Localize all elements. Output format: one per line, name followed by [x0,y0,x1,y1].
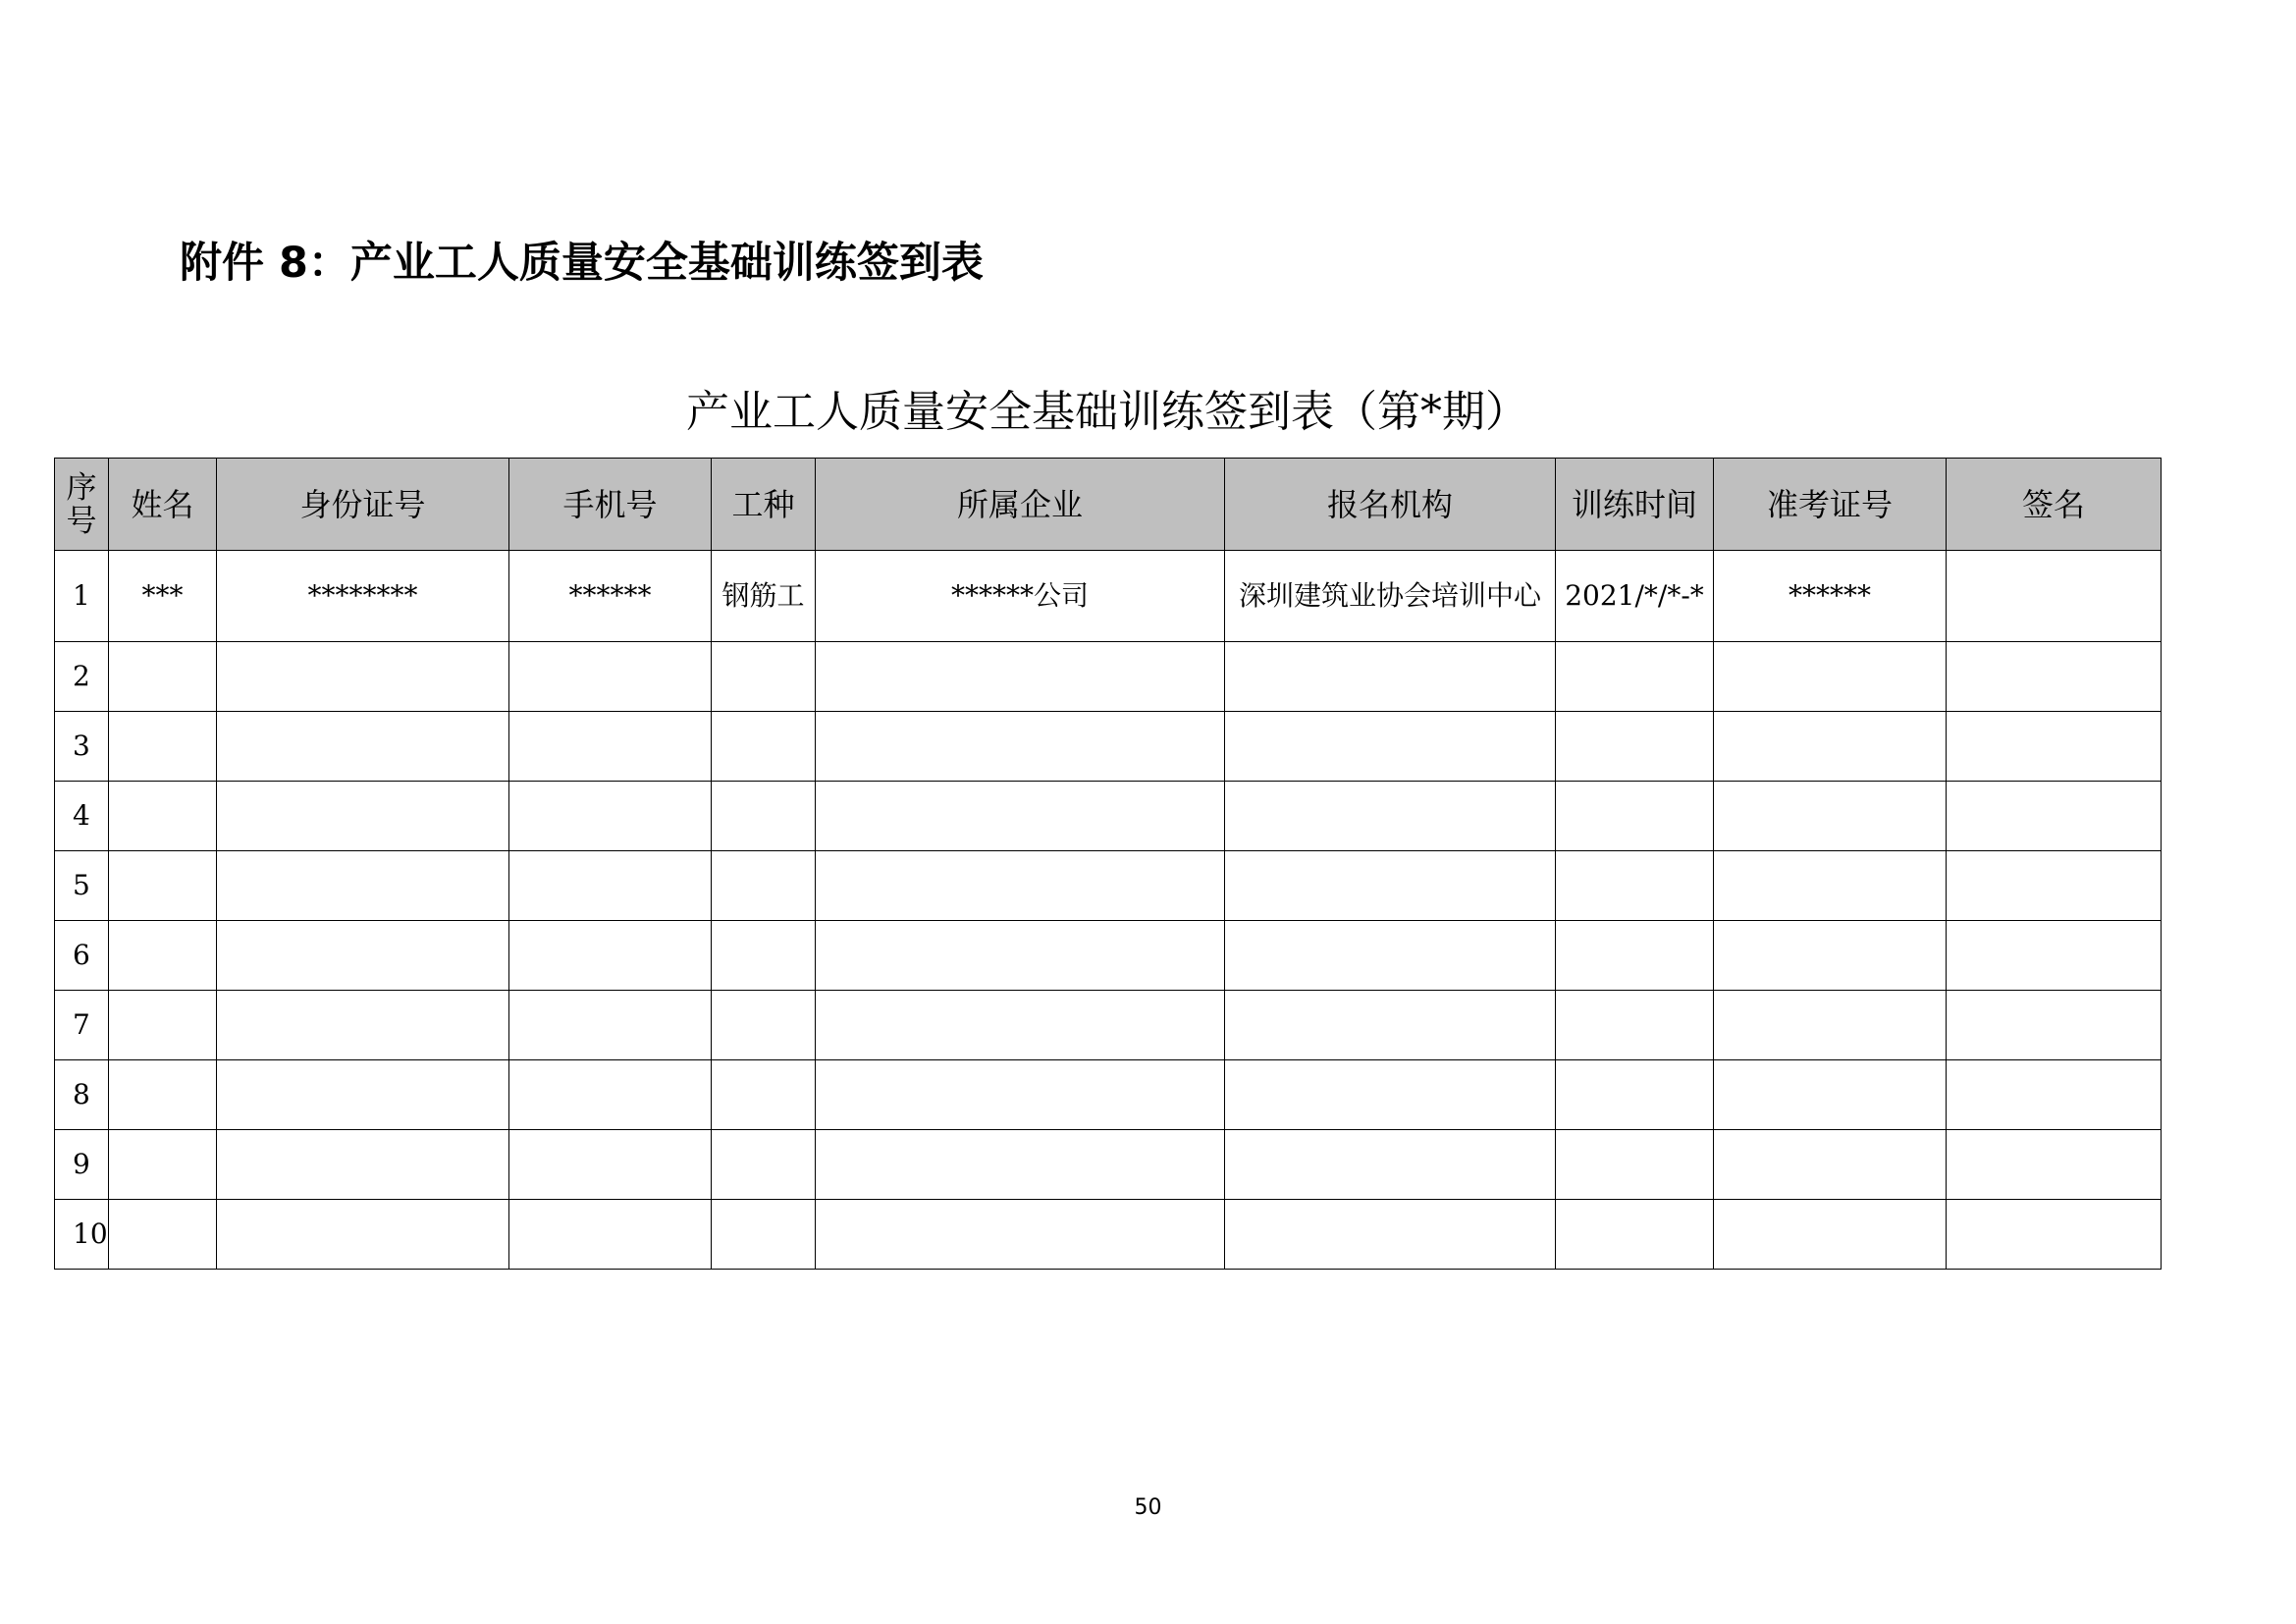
cell-trade [712,782,816,851]
col-header-org: 报名机构 [1225,459,1556,551]
cell-id-number [217,1130,509,1200]
cell-trade [712,921,816,991]
cell-time [1556,1130,1714,1200]
table-row [55,991,2162,1060]
cell-company [816,1200,1225,1270]
col-header-id-number: 身份证号 [217,459,509,551]
cell-company [816,1060,1225,1130]
cell-signature[interactable] [1947,921,2162,991]
col-header-company: 所属企业 [816,459,1225,551]
cell-cert [1714,921,1947,991]
cell-seq: 2 [55,642,109,712]
cell-signature[interactable] [1947,551,2162,642]
cell-id-number [217,991,509,1060]
cell-seq: 5 [55,851,109,921]
cell-phone [509,1060,712,1130]
cell-seq: 3 [55,712,109,782]
cell-id-number [217,1060,509,1130]
cell-id-number [217,1200,509,1270]
col-header-name: 姓名 [109,459,217,551]
cell-signature[interactable] [1947,1130,2162,1200]
cell-id-number: ******** [217,551,509,642]
header-row [55,459,2162,551]
cell-name [109,782,217,851]
cell-org [1225,1130,1556,1200]
cell-seq: 6 [55,921,109,991]
table-row [55,1200,2162,1270]
cell-phone [509,991,712,1060]
cell-cert [1714,851,1947,921]
cell-trade [712,1200,816,1270]
cell-company [816,642,1225,712]
cell-time [1556,991,1714,1060]
form-title: 产业工人质量安全基础训练签到表（第*期） [686,387,1528,437]
table-row [55,782,2162,851]
col-header-trade: 工种 [712,459,816,551]
cell-id-number [217,642,509,712]
cell-phone [509,921,712,991]
cell-org [1225,712,1556,782]
cell-time: 2021/*/*-* [1556,551,1714,642]
cell-cert [1714,782,1947,851]
cell-phone [509,642,712,712]
cell-trade [712,642,816,712]
cell-phone [509,1130,712,1200]
cell-cert [1714,1200,1947,1270]
table-row [55,1130,2162,1200]
cell-phone [509,712,712,782]
cell-company: ******公司 [816,551,1225,642]
table-row [55,642,2162,712]
cell-seq: 9 [55,1130,109,1200]
cell-name [109,712,217,782]
cell-seq: 8 [55,1060,109,1130]
cell-phone [509,1200,712,1270]
cell-phone [509,851,712,921]
cell-org [1225,642,1556,712]
table-row [55,1060,2162,1130]
cell-company [816,921,1225,991]
cell-time [1556,1200,1714,1270]
cell-cert [1714,1130,1947,1200]
cell-seq: 1 [55,551,109,642]
table-row [55,851,2162,921]
cell-signature[interactable] [1947,991,2162,1060]
table-row [55,551,2162,642]
cell-time [1556,712,1714,782]
table-body [55,551,2162,1270]
cell-org [1225,851,1556,921]
cell-org [1225,782,1556,851]
cell-company [816,1130,1225,1200]
table-row [55,921,2162,991]
col-header-time: 训练时间 [1556,459,1714,551]
cell-org [1225,991,1556,1060]
cell-signature[interactable] [1947,851,2162,921]
cell-signature[interactable] [1947,1060,2162,1130]
cell-trade [712,991,816,1060]
cell-id-number [217,851,509,921]
cell-name [109,642,217,712]
cell-signature[interactable] [1947,712,2162,782]
cell-trade [712,1130,816,1200]
cell-time [1556,921,1714,991]
cell-cert: ****** [1714,551,1947,642]
cell-org [1225,921,1556,991]
cell-time [1556,642,1714,712]
cell-cert [1714,712,1947,782]
cell-company [816,851,1225,921]
cell-cert [1714,1060,1947,1130]
cell-time [1556,782,1714,851]
cell-id-number [217,712,509,782]
cell-seq: 7 [55,991,109,1060]
cell-name [109,1130,217,1200]
cell-seq: 4 [55,782,109,851]
cell-phone: ****** [509,551,712,642]
cell-cert [1714,991,1947,1060]
table-row [55,712,2162,782]
cell-name [109,991,217,1060]
cell-company [816,782,1225,851]
cell-trade [712,851,816,921]
cell-seq: 10 [55,1200,109,1270]
col-header-cert: 准考证号 [1714,459,1947,551]
cell-name [109,851,217,921]
cell-name [109,1060,217,1130]
page-number: 50 [1134,1495,1162,1520]
cell-id-number [217,782,509,851]
cell-trade [712,712,816,782]
col-header-phone: 手机号 [509,459,712,551]
col-header-seq: 序号 [55,459,109,551]
sign-in-table [54,458,2162,1270]
cell-time [1556,851,1714,921]
cell-org [1225,1200,1556,1270]
cell-phone [509,782,712,851]
cell-cert [1714,642,1947,712]
cell-name [109,921,217,991]
cell-name: *** [109,551,217,642]
cell-id-number [217,921,509,991]
cell-company [816,991,1225,1060]
cell-signature[interactable] [1947,642,2162,712]
attachment-title: 附件 8：产业工人质量安全基础训练签到表 [180,239,984,288]
cell-name [109,1200,217,1270]
cell-trade: 钢筋工 [712,551,816,642]
col-header-signature: 签名 [1947,459,2162,551]
cell-org: 深圳建筑业协会培训中心 [1225,551,1556,642]
cell-signature[interactable] [1947,782,2162,851]
cell-org [1225,1060,1556,1130]
cell-trade [712,1060,816,1130]
cell-time [1556,1060,1714,1130]
cell-company [816,712,1225,782]
cell-signature[interactable] [1947,1200,2162,1270]
